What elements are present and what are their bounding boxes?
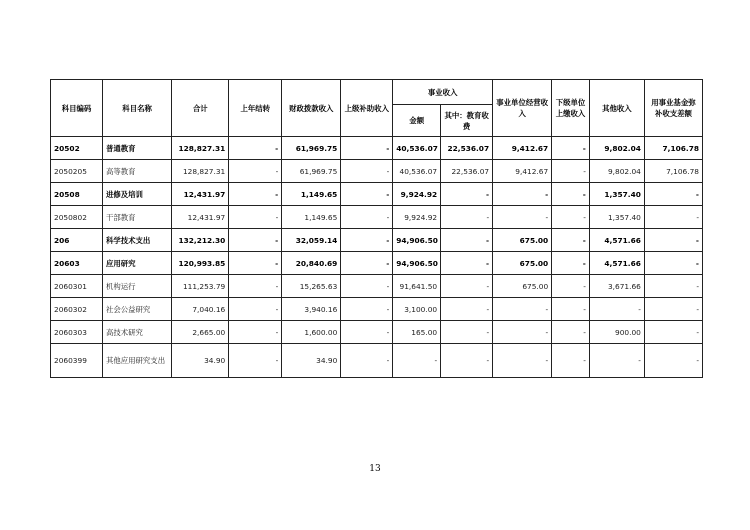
header-name: 科目名称 [102,80,171,137]
cell-lower: - [552,344,590,378]
header-operating: 事业单位经营收入 [493,80,552,137]
cell-other: 9,802.04 [589,137,644,160]
cell-fiscal: 3,940.16 [282,298,341,321]
cell-lower: - [552,252,590,275]
cell-total: 7,040.16 [172,298,229,321]
cell-fiscal: 20,840.69 [282,252,341,275]
cell-edu: - [441,298,493,321]
cell-total: 128,827.31 [172,160,229,183]
cell-name: 机构运行 [102,275,171,298]
cell-operating: - [493,321,552,344]
cell-total: 12,431.97 [172,206,229,229]
cell-edu: - [441,252,493,275]
cell-total: 128,827.31 [172,137,229,160]
cell-fund: - [644,206,702,229]
cell-total: 132,212.30 [172,229,229,252]
cell-amount: 40,536.07 [393,137,441,160]
cell-operating: - [493,206,552,229]
table-row [51,275,703,298]
cell-fiscal: 34.90 [282,344,341,378]
cell-lower: - [552,160,590,183]
cell-edu: 22,536.07 [441,160,493,183]
header-business-amount: 金额 [393,105,441,137]
header-business-edu: 其中：教育收费 [441,105,493,137]
cell-fiscal: 1,600.00 [282,321,341,344]
header-carryover: 上年结转 [229,80,282,137]
cell-fund: - [644,252,702,275]
cell-carryover: - [229,321,282,344]
cell-total: 2,665.00 [172,321,229,344]
cell-code: 2060301 [51,275,103,298]
header-fund-supplement: 用事业基金弥补收支差额 [644,80,702,137]
table-row [51,183,703,206]
page-number: 13 [369,464,381,474]
cell-carryover: - [229,275,282,298]
table-row [51,344,703,378]
cell-total: 120,993.85 [172,252,229,275]
cell-amount: - [393,344,441,378]
cell-edu: - [441,229,493,252]
cell-code: 20508 [51,183,103,206]
cell-fund: 7,106.78 [644,160,702,183]
header-subsidy: 上级补助收入 [341,80,393,137]
cell-fund: - [644,344,702,378]
cell-code: 2050802 [51,206,103,229]
cell-amount: 91,641.50 [393,275,441,298]
cell-lower: - [552,183,590,206]
cell-amount: 165.00 [393,321,441,344]
cell-carryover: - [229,344,282,378]
cell-subsidy: - [341,298,393,321]
table-body [51,137,703,378]
cell-amount: 94,906.50 [393,252,441,275]
cell-fund: - [644,298,702,321]
cell-operating: 675.00 [493,229,552,252]
header-business-group: 事业收入 [393,80,493,105]
cell-other: - [589,344,644,378]
cell-amount: 94,906.50 [393,229,441,252]
cell-other: 1,357.40 [589,206,644,229]
cell-fund: 7,106.78 [644,137,702,160]
cell-code: 2060302 [51,298,103,321]
cell-code: 206 [51,229,103,252]
header-fiscal: 财政拨款收入 [282,80,341,137]
cell-carryover: - [229,137,282,160]
cell-lower: - [552,321,590,344]
cell-fund: - [644,229,702,252]
cell-carryover: - [229,160,282,183]
cell-subsidy: - [341,160,393,183]
cell-total: 34.90 [172,344,229,378]
cell-other: 900.00 [589,321,644,344]
cell-name: 进修及培训 [102,183,171,206]
cell-subsidy: - [341,229,393,252]
cell-fiscal: 15,265.63 [282,275,341,298]
cell-code: 2050205 [51,160,103,183]
cell-name: 普通教育 [102,137,171,160]
cell-edu: - [441,344,493,378]
cell-name: 干部教育 [102,206,171,229]
cell-total: 111,253.79 [172,275,229,298]
cell-amount: 3,100.00 [393,298,441,321]
cell-edu: - [441,183,493,206]
header-code: 科目编码 [51,80,103,137]
cell-fiscal: 1,149.65 [282,206,341,229]
cell-code: 2060399 [51,344,103,378]
table-row [51,252,703,275]
cell-fund: - [644,275,702,298]
cell-operating: 675.00 [493,252,552,275]
cell-edu: 22,536.07 [441,137,493,160]
cell-code: 2060303 [51,321,103,344]
cell-code: 20502 [51,137,103,160]
cell-fiscal: 61,969.75 [282,160,341,183]
table-row [51,160,703,183]
cell-edu: - [441,206,493,229]
cell-name: 高技术研究 [102,321,171,344]
cell-amount: 9,924.92 [393,183,441,206]
cell-other: 4,571.66 [589,229,644,252]
cell-operating: 675.00 [493,275,552,298]
cell-lower: - [552,275,590,298]
header-other: 其他收入 [589,80,644,137]
cell-operating: - [493,183,552,206]
cell-lower: - [552,206,590,229]
cell-carryover: - [229,183,282,206]
table-row [51,298,703,321]
cell-operating: 9,412.67 [493,137,552,160]
cell-other: 9,802.04 [589,160,644,183]
table-row [51,137,703,160]
cell-fiscal: 1,149.65 [282,183,341,206]
cell-subsidy: - [341,344,393,378]
cell-edu: - [441,321,493,344]
cell-fund: - [644,321,702,344]
cell-lower: - [552,229,590,252]
cell-name: 应用研究 [102,252,171,275]
table-row [51,229,703,252]
cell-subsidy: - [341,252,393,275]
header-lower-turnover: 下级单位上缴收入 [552,80,590,137]
cell-carryover: - [229,229,282,252]
cell-fiscal: 32,059.14 [282,229,341,252]
cell-lower: - [552,298,590,321]
cell-subsidy: - [341,206,393,229]
cell-subsidy: - [341,183,393,206]
cell-amount: 40,536.07 [393,160,441,183]
cell-operating: 9,412.67 [493,160,552,183]
cell-name: 科学技术支出 [102,229,171,252]
cell-subsidy: - [341,137,393,160]
cell-carryover: - [229,298,282,321]
cell-edu: - [441,275,493,298]
cell-amount: 9,924.92 [393,206,441,229]
cell-carryover: - [229,206,282,229]
cell-total: 12,431.97 [172,183,229,206]
cell-operating: - [493,298,552,321]
budget-income-table [50,79,703,378]
cell-other: 3,671.66 [589,275,644,298]
cell-name: 社会公益研究 [102,298,171,321]
header-total: 合计 [172,80,229,137]
cell-fiscal: 61,969.75 [282,137,341,160]
cell-other: - [589,298,644,321]
cell-name: 高等教育 [102,160,171,183]
cell-lower: - [552,137,590,160]
cell-code: 20603 [51,252,103,275]
cell-carryover: - [229,252,282,275]
cell-name: 其他应用研究支出 [102,344,171,378]
table-row [51,321,703,344]
cell-operating: - [493,344,552,378]
cell-other: 1,357.40 [589,183,644,206]
table-row [51,206,703,229]
cell-fund: - [644,183,702,206]
cell-other: 4,571.66 [589,252,644,275]
cell-subsidy: - [341,321,393,344]
cell-subsidy: - [341,275,393,298]
